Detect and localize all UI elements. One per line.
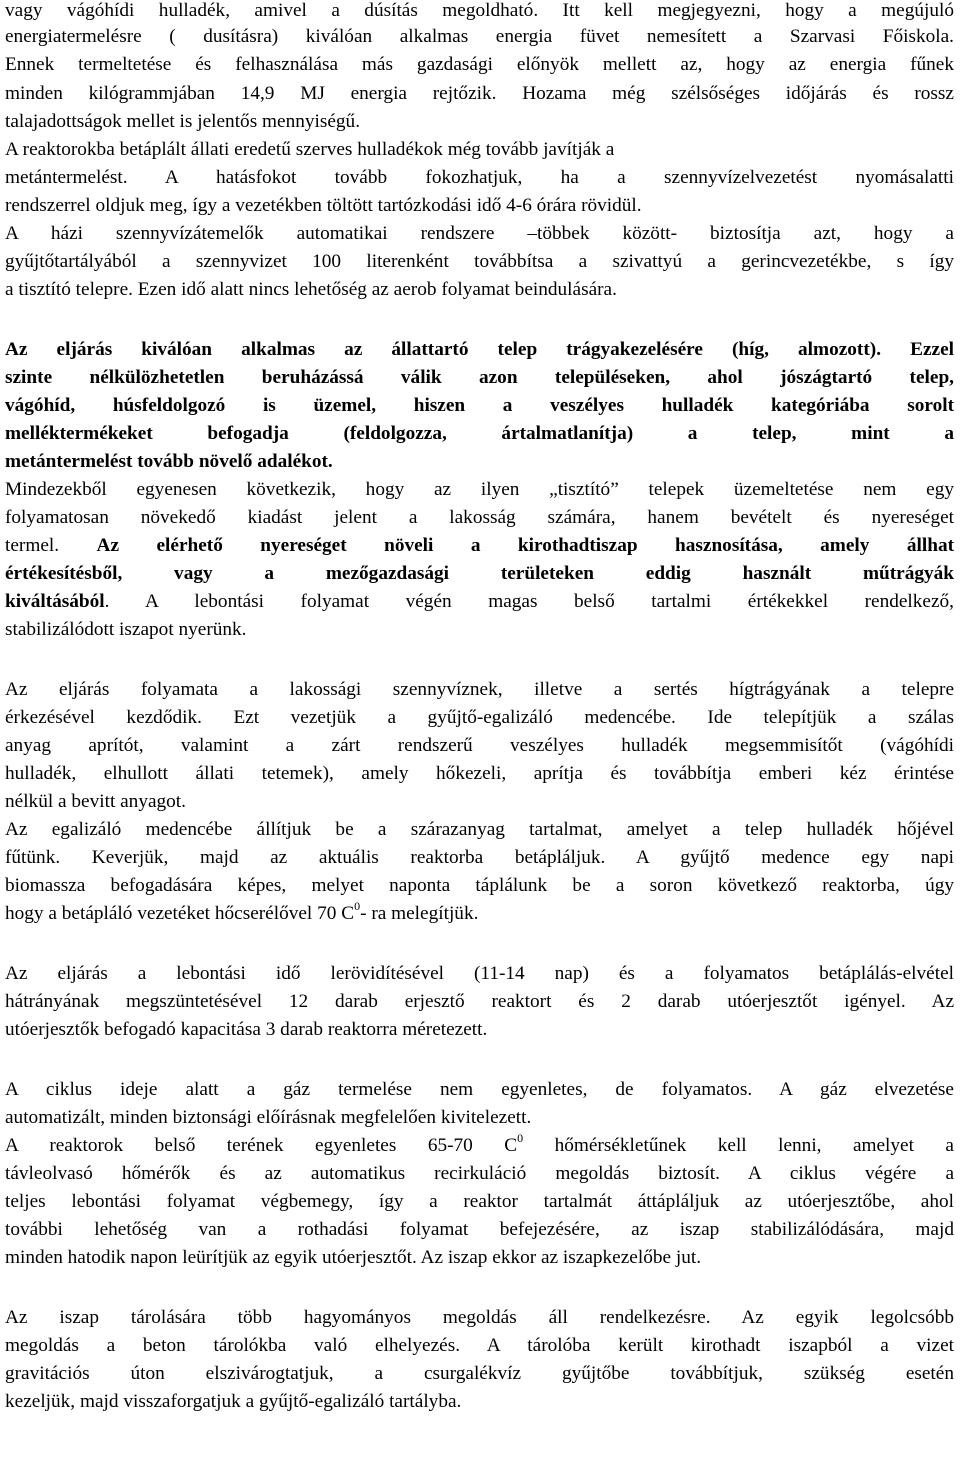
text-segment: kezeljük, majd visszaforgatjuk a gyűjtő-egalizáló tartályba. xyxy=(5,1391,462,1412)
text-line xyxy=(5,136,954,163)
text-segment: metántermelést. A hatásfokot tovább fokozhatjuk, ha a szennyvízelvezetést nyomásalatti xyxy=(5,167,954,188)
text-segment: hogy a betápláló vezetéket hőcserélővel 70 C xyxy=(5,903,355,924)
text-line xyxy=(5,0,954,24)
text-segment: energiatermelésre ( dusításra) kiválóan alkalmas energia füvet nemesített a Szarvasi Főiskola. xyxy=(5,26,954,47)
text-line xyxy=(5,164,954,191)
text-segment: érkezésével kezdődik. Ezt vezetjük a gyűjtő-egalizáló medencébe. Ide telepítjük a szálas xyxy=(5,707,954,728)
text-segment: megoldás a beton tárolókba való elhelyezés. A tárolóba került kirothadt iszapból a vizet xyxy=(5,1335,954,1356)
text-line xyxy=(5,1304,954,1331)
text-segment: hőmérsékletűnek kell lenni, amelyet a xyxy=(523,1135,954,1156)
text-line xyxy=(5,844,954,871)
text-line xyxy=(5,988,954,1015)
bold-text: Az elérhető nyereséget növeli a kirothadtiszap hasznosítása, amely állhat xyxy=(96,535,955,556)
text-segment: A házi szennyvízátemelők automatikai rendszere –többek között- biztosítja azt, hogy a xyxy=(5,223,954,244)
bold-text: kiváltásából xyxy=(5,591,105,612)
text-line xyxy=(5,476,954,503)
text-segment: a tisztító telepre. Ezen idő alatt nincs lehetőség az aerob folyamat beindulására. xyxy=(5,279,617,300)
text-segment: teljes lebontási folyamat végbemegy, így a reaktor tartalmát áttápláljuk az utóerjesztőbe, ahol xyxy=(5,1191,954,1212)
text-segment: - ra melegítjük. xyxy=(360,903,479,924)
text-segment: fűtünk. Keverjük, majd az aktuális reaktorba betápláljuk. A gyűjtő medence egy napi xyxy=(5,847,954,868)
text-line xyxy=(5,1332,954,1359)
text-segment: folyamatosan növekedő kiadást jelent a lakosság számára, hanem bevételt és nyereséget xyxy=(5,507,954,528)
bold-text: vágóhíd, húsfeldolgozó is üzemel, hiszen a veszélyes hulladék kategóriába sorolt xyxy=(5,395,954,416)
text-segment: stabilizálódott iszapot nyerünk. xyxy=(5,619,247,640)
text-line xyxy=(5,960,954,987)
text-segment: minden hatodik napon leürítjük az egyik utóerjesztőt. Az iszap ekkor az iszapkezelőbe jut. xyxy=(5,1247,702,1268)
text-line xyxy=(5,676,954,703)
text-line xyxy=(5,1132,954,1159)
text-line xyxy=(5,900,954,927)
text-line xyxy=(5,51,954,78)
text-line xyxy=(5,192,954,219)
bold-text: melléktermékeket befogadja (feldolgozza, ártalmatlanítja) a telep, mint a xyxy=(5,423,954,444)
text-line xyxy=(5,504,954,531)
text-line xyxy=(5,1388,954,1415)
bold-text: értékesítésből, vagy a mezőgazdasági területeken eddig használt műtrágyák xyxy=(5,563,954,584)
text-line xyxy=(5,80,954,107)
text-line xyxy=(5,1016,954,1043)
text-line xyxy=(5,616,954,643)
text-segment: A reaktorok belső terének egyenletes 65-70 C xyxy=(5,1135,518,1156)
text-segment: hulladék, elhullott állati tetemek), amely hőkezeli, aprítja és továbbítja emberi kéz érintése xyxy=(5,763,954,784)
text-segment: rendszerrel oldjuk meg, így a vezetékben töltött tartózkodási idő 4-6 órára rövidül. xyxy=(5,195,642,216)
text-line xyxy=(5,760,954,787)
text-segment: további lehetőség van a rothadási folyamat befejezésére, az iszap stabilizálódására, majd xyxy=(5,1219,954,1240)
text-line xyxy=(5,420,954,447)
text-segment: Az egalizáló medencébe állítjuk be a szárazanyag tartalmat, amelyet a telep hulladék hőjével xyxy=(5,819,954,840)
text-segment: Az eljárás folyamata a lakossági szennyvíznek, illetve a sertés hígtrágyának a telepre xyxy=(5,679,954,700)
text-segment: anyag aprítót, valamint a zárt rendszerű veszélyes hulladék megsemmisítőt (vágóhídi xyxy=(5,735,954,756)
bold-text: metántermelést tovább növelő adalékot. xyxy=(5,451,333,472)
text-segment: minden kilógrammjában 14,9 MJ energia rejtőzik. Hozama még szélsőséges időjárás és rossz xyxy=(5,83,954,104)
text-line xyxy=(5,1360,954,1387)
text-line xyxy=(5,560,954,587)
text-line xyxy=(5,1104,954,1131)
text-segment: hátrányának megszüntetésével 12 darab erjesztő reaktort és 2 darab utóerjesztőt igényel. Az xyxy=(5,991,954,1012)
superscript: 0 xyxy=(517,1130,524,1145)
text-segment: nélkül a bevitt anyagot. xyxy=(5,791,186,812)
text-segment: A ciklus ideje alatt a gáz termelése nem egyenletes, de folyamatos. A gáz elvezetése xyxy=(5,1079,954,1100)
text-line xyxy=(5,364,954,391)
text-segment: gyűjtőtartályából a szennyvizet 100 literenként továbbítsa a szivattyú a gerincvezetékbe, s így xyxy=(5,251,954,272)
text-line xyxy=(5,448,954,475)
text-line xyxy=(5,1188,954,1215)
text-segment: Az eljárás a lebontási idő lerövidítésével (11-14 nap) és a folyamatos betáplálás-elvétel xyxy=(5,963,954,984)
text-segment: talajadottságok mellet is jelentős mennyiségű. xyxy=(5,111,361,132)
text-line xyxy=(5,816,954,843)
text-line xyxy=(5,248,954,275)
text-line xyxy=(5,588,954,615)
text-line xyxy=(5,276,954,303)
text-line xyxy=(5,1216,954,1243)
bold-text: szinte nélkülözhetetlen beruházássá válik azon településeken, ahol jószágtartó telep, xyxy=(5,367,954,388)
text-segment: . A lebontási folyamat végén magas belső tartalmi értékekkel rendelkező, xyxy=(104,591,954,612)
text-line xyxy=(5,1244,954,1271)
text-line xyxy=(5,108,954,135)
text-line xyxy=(5,220,954,247)
text-line xyxy=(5,704,954,731)
text-segment: Mindezekből egyenesen következik, hogy az ilyen „tisztító” telepek üzemeltetése nem egy xyxy=(5,479,954,500)
superscript: 0 xyxy=(354,898,361,913)
text-segment: biomassza befogadására képes, melyet naponta táplálunk be a soron következő reaktorba, úgy xyxy=(5,875,954,896)
text-line xyxy=(5,732,954,759)
text-segment: Az iszap tárolására több hagyományos megoldás áll rendelkezésre. Az egyik legolcsóbb xyxy=(5,1307,954,1328)
text-segment: vagy vágóhídi hulladék, amivel a dúsítás megoldható. Itt kell megjegyezni, hogy a megújuló xyxy=(5,0,954,21)
text-line xyxy=(5,1160,954,1187)
text-segment: A reaktorokba betáplált állati eredetű szerves hulladékok még tovább javítják a xyxy=(5,139,615,160)
text-segment: gravitációs úton elszivárogtatjuk, a csurgalékvíz gyűjtőbe továbbítjuk, szükség esetén xyxy=(5,1363,954,1384)
text-segment: termel. xyxy=(5,535,97,556)
text-line xyxy=(5,1076,954,1103)
text-line xyxy=(5,788,954,815)
text-segment: utóerjesztők befogadó kapacitása 3 darab reaktorra méretezett. xyxy=(5,1019,488,1040)
text-line xyxy=(5,532,954,559)
text-line xyxy=(5,392,954,419)
bold-text: Az eljárás kiválóan alkalmas az állattartó telep trágyakezelésére (híg, almozott). Ezzel xyxy=(5,339,954,360)
text-line xyxy=(5,336,954,363)
text-segment: automatizált, minden biztonsági előírásnak megfelelően kivitelezett. xyxy=(5,1107,532,1128)
text-line xyxy=(5,872,954,899)
text-segment: távleolvasó hőmérők és az automatikus recirkuláció megoldás biztosít. A ciklus végére a xyxy=(5,1163,954,1184)
text-line xyxy=(5,23,954,50)
text-segment: Ennek termeltetése és felhasználása más gazdasági előnyök mellett az, hogy az energia fűnek xyxy=(5,54,954,75)
